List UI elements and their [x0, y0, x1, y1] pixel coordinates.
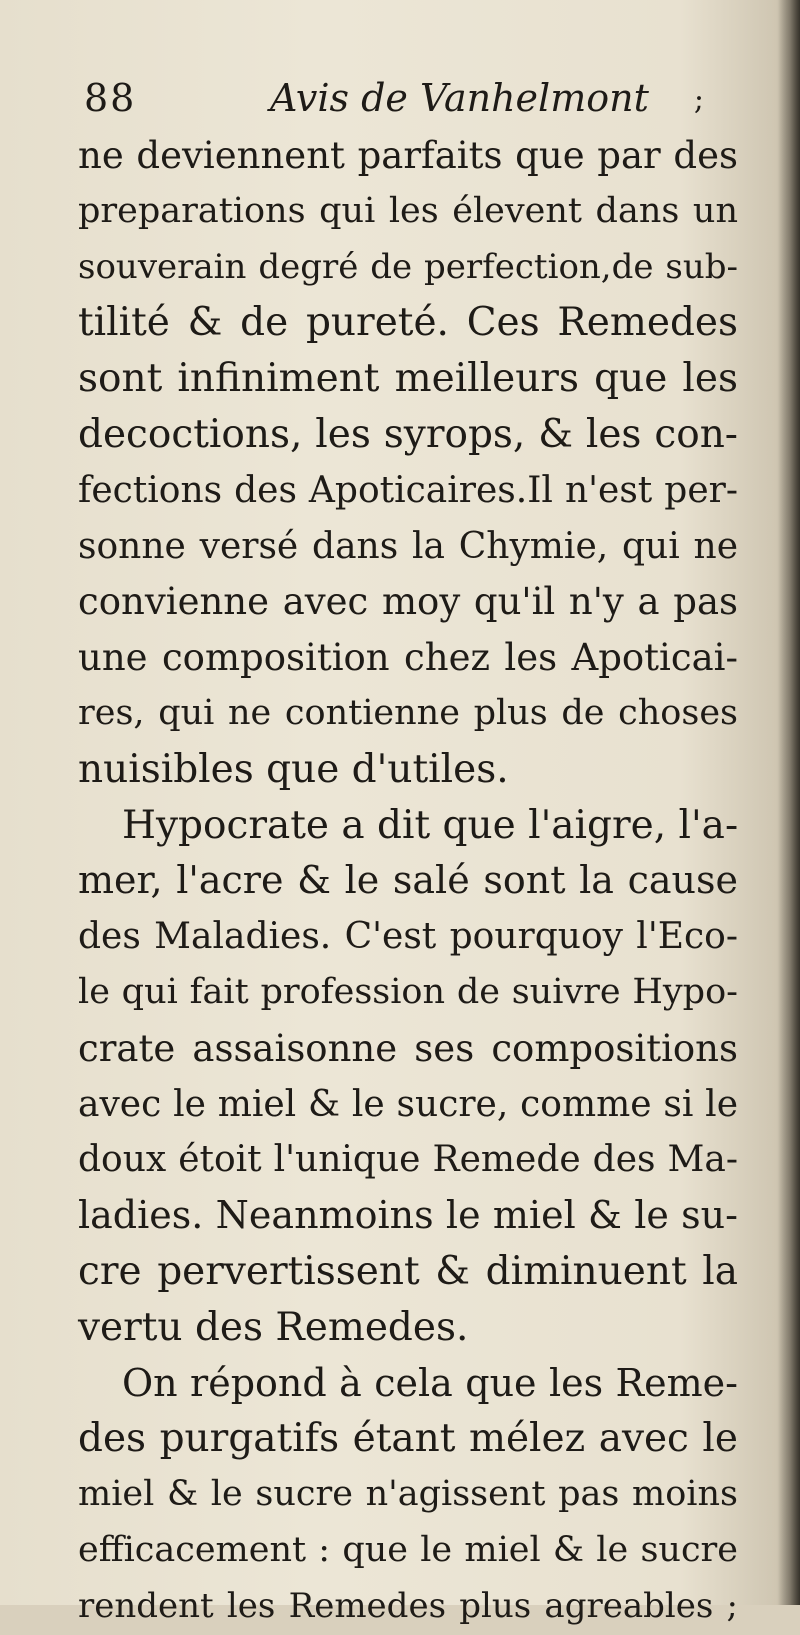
text-line: res, qui ne contienne plus de choses — [78, 692, 738, 733]
text-line: nuisibles que d'utiles. — [78, 746, 509, 792]
page-number: 88 — [84, 76, 137, 120]
text-line: ne deviennent parfaits que par des — [78, 134, 738, 177]
running-title: Avis de Vanhelmont — [270, 76, 649, 120]
text-line: cre pervertissent & diminuent la — [78, 1248, 738, 1294]
text-line: tilité & de pureté. Ces Remedes — [78, 300, 738, 346]
text-line: sont infiniment meilleurs que les — [78, 356, 738, 402]
text-line: efficacement : que le miel & le sucre — [78, 1529, 738, 1570]
text-line: fections des Apoticaires.Il n'est per- — [78, 469, 738, 511]
running-head-mark: ; — [693, 82, 704, 117]
text-line: une composition chez les Apoticai- — [78, 636, 738, 680]
text-line: mer, l'acre & le salé sont la cause — [78, 858, 738, 903]
text-line: des Maladies. C'est pourquoy l'Eco- — [78, 916, 738, 958]
text-line: rendent les Remedes plus agreables ; — [78, 1585, 738, 1626]
text-line: avec le miel & le sucre, comme si le — [78, 1083, 738, 1125]
text-line: souverain degré de perfection,de sub- — [78, 246, 738, 287]
text-line: decoctions, les syrops, & les con- — [78, 411, 738, 457]
text-line: doux étoit l'unique Remede des Ma- — [78, 1139, 738, 1181]
text-line: vertu des Remedes. — [78, 1304, 469, 1350]
text-line: le qui fait profession de suivre Hypo- — [78, 971, 738, 1012]
text-line: crate assaisonne ses compositions — [78, 1026, 738, 1070]
body-text — [78, 128, 738, 1635]
text-line: convienne avec moy qu'il n'y a pas — [78, 580, 738, 624]
page-edge-shadow — [778, 0, 800, 1605]
text-line: On répond à cela que les Reme- — [122, 1360, 738, 1405]
text-line: ladies. Neanmoins le miel & le su- — [78, 1193, 738, 1238]
text-line: sonne versé dans la Chymie, qui ne — [78, 525, 738, 567]
text-line: preparations qui les élevent dans un — [78, 190, 738, 231]
text-line: Hypocrate a dit que l'aigre, l'a- — [122, 802, 739, 848]
text-line: des purgatifs étant mélez avec le — [78, 1416, 738, 1462]
text-line: miel & le sucre n'agissent pas moins — [78, 1474, 738, 1515]
running-head — [84, 72, 704, 132]
